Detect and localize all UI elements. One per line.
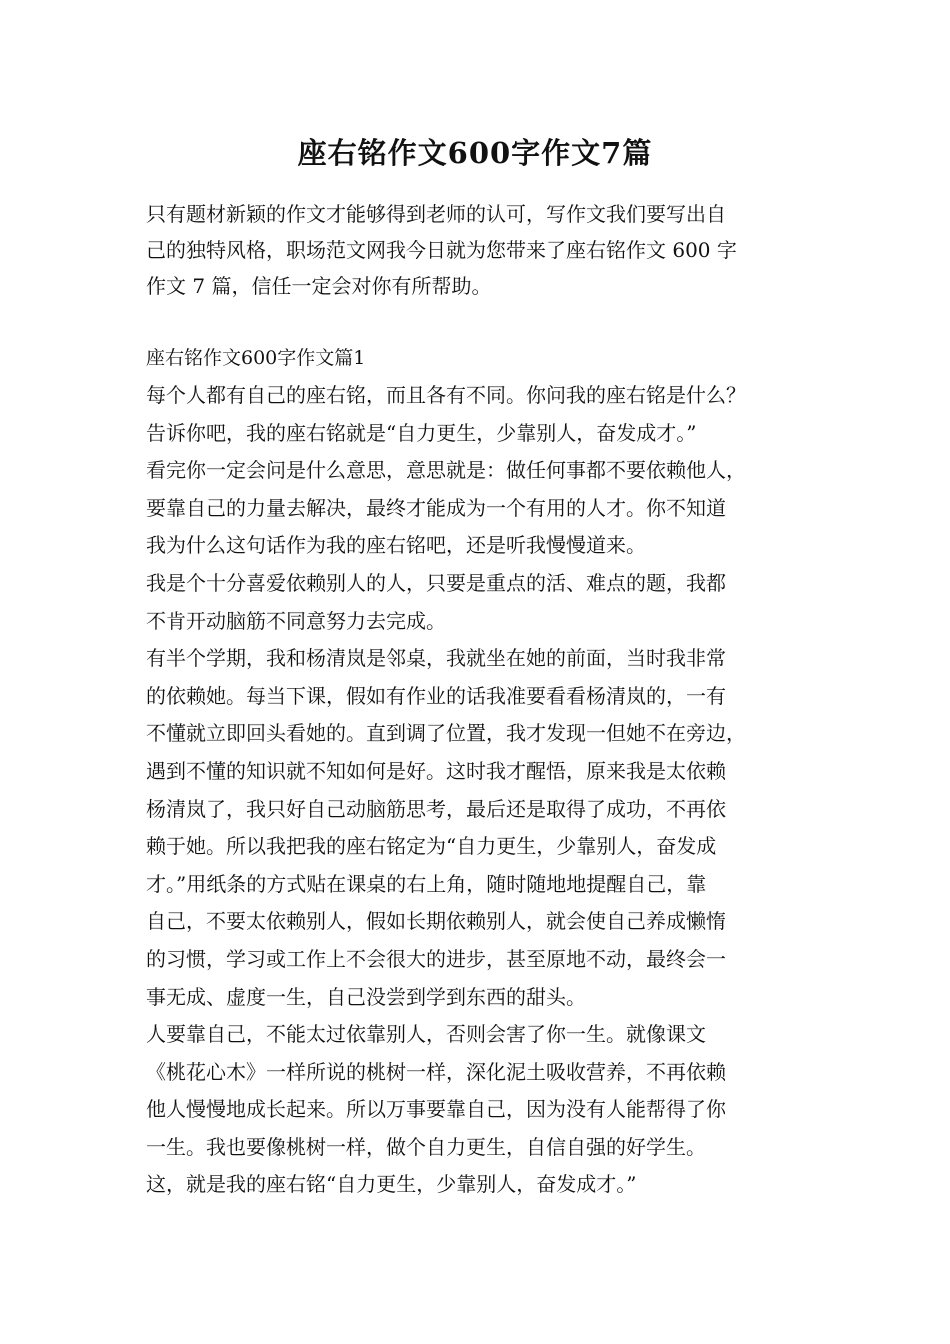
body-line: 的依赖她。每当下课，假如有作业的话我准要看看杨清岚的，一有 [146, 683, 726, 708]
body-line: 每个人都有自己的座右铭，而且各有不同。你问我的座右铭是什么？ [146, 383, 746, 407]
body-line: 这，就是我的座右铭“自力更生，少靠别人，奋发成才。” [146, 1172, 637, 1197]
body-line: 事无成、虚度一生，自己没尝到学到东西的甜头。 [146, 984, 586, 1009]
body-line: 杨清岚了，我只好自己动脑筋思考，最后还是取得了成功，不再依 [146, 796, 726, 821]
body-line: 不肯开动脑筋不同意努力去完成。 [146, 608, 446, 633]
intro-line: 作文 7 篇，信任一定会对你有所帮助。 [146, 274, 492, 298]
body-line: 要靠自己的力量去解决，最终才能成为一个有用的人才。你不知道 [146, 495, 726, 520]
body-line: 一生。我也要像桃树一样，做个自力更生，自信自强的好学生。 [146, 1134, 706, 1159]
body-line: 我为什么这句话作为我的座右铭吧，还是听我慢慢道来。 [146, 533, 646, 558]
body-line: 才。”用纸条的方式贴在课桌的右上角，随时随地地提醒自己，靠 [146, 871, 707, 896]
body-line: 的习惯，学习或工作上不会很大的进步，甚至原地不动，最终会一 [146, 946, 726, 971]
body-line: 自己，不要太依赖别人，假如长期依赖别人，就会使自己养成懒惰 [146, 909, 726, 934]
intro-line: 只有题材新颖的作文才能够得到老师的认可，写作文我们要写出自 [146, 202, 726, 226]
section-heading: 座右铭作文600字作文篇1 [146, 347, 366, 369]
body-line: 人要靠自己，不能太过依靠别人，否则会害了你一生。就像课文 [146, 1022, 706, 1047]
body-line: 不懂就立即回头看她的。直到调了位置，我才发现一但她不在旁边， [146, 721, 746, 746]
body-line: 我是个十分喜爱依赖别人的人，只要是重点的活、难点的题，我都 [146, 570, 726, 595]
essay-body [146, 377, 826, 1204]
body-line: 有半个学期，我和杨清岚是邻桌，我就坐在她的前面，当时我非常 [146, 646, 726, 671]
body-line: 《桃花心木》一样所说的桃树一样，深化泥土吸收营养，不再依赖 [146, 1059, 726, 1084]
intro-line: 己的独特风格，职场范文网我今日就为您带来了座右铭作文 600 字 [146, 238, 737, 262]
body-line: 赖于她。所以我把我的座右铭定为“自力更生，少靠别人，奋发成 [146, 834, 717, 859]
body-line: 告诉你吧，我的座右铭就是“自力更生，少靠别人，奋发成才。” [146, 420, 697, 445]
document-title: 座右铭作文600字作文7篇 [297, 136, 653, 170]
body-line: 看完你一定会问是什么意思，意思就是：做任何事都不要依赖他人， [146, 458, 746, 483]
body-line: 他人慢慢地成长起来。所以万事要靠自己，因为没有人能帮得了你 [146, 1097, 726, 1122]
intro-paragraph [146, 196, 808, 304]
body-line: 遇到不懂的知识就不知如何是好。这时我才醒悟，原来我是太依赖 [146, 758, 726, 783]
